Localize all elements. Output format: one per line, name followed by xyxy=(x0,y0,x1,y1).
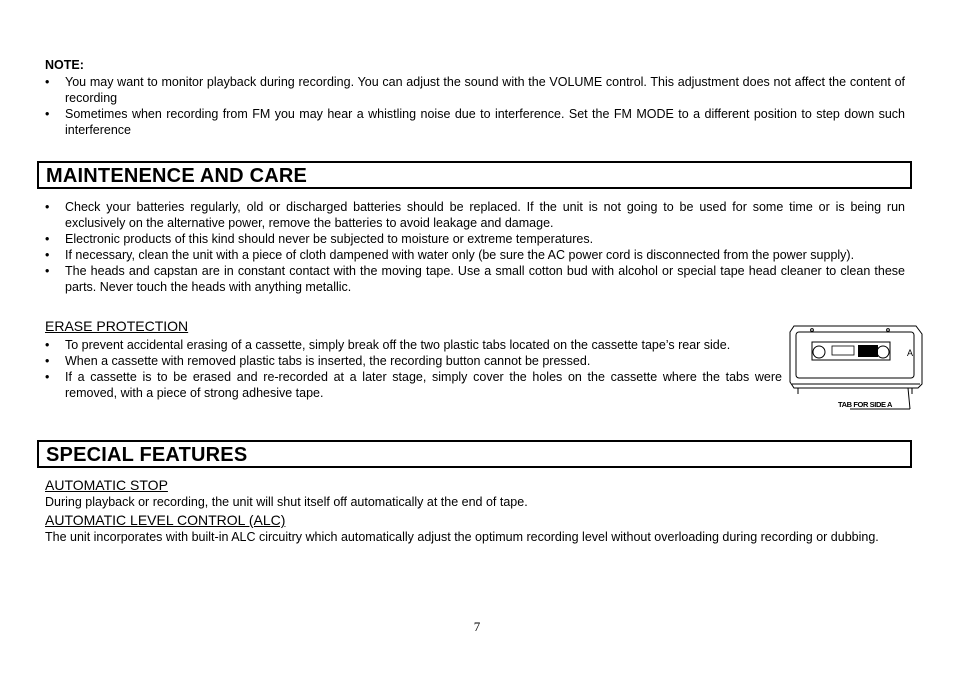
list-item: • You may want to monitor playback during recording. You can adjust the sound with the VOLUME control. This adjustment does not affect the content of recording xyxy=(45,75,905,105)
note-list xyxy=(45,74,905,138)
bullet-icon: • xyxy=(45,264,50,278)
list-item: • If a cassette is to be erased and re-recorded at a later stage, simply cover the holes on the cassette where the tabs were removed, with a piece of strong adhesive tape. xyxy=(45,370,782,400)
bullet-icon: • xyxy=(45,370,50,384)
note-title: NOTE: xyxy=(45,58,84,72)
list-item: • The heads and capstan are in constant contact with the moving tape. Use a small cotton bud with alcohol or special tape head cleaner to clean these parts. Never touch the heads with anything metallic. xyxy=(45,264,905,294)
alc-text: The unit incorporates with built-in ALC circuitry which automatically adjust the optimum recording level without overloading during recording or dubbing. xyxy=(45,530,879,544)
bullet-icon: • xyxy=(45,107,50,121)
section-heading-maintenance xyxy=(37,161,912,189)
section-title: SPECIAL FEATURES xyxy=(46,444,248,466)
side-a-mark: A xyxy=(907,348,914,358)
maintenance-list xyxy=(45,199,905,295)
list-item: • Check your batteries regularly, old or discharged batteries should be replaced. If the unit is not going to be used for some time or is being run exclusively on the alternative power, remove the batteries to avoid leakage and damage. xyxy=(45,200,905,230)
erase-protection-title: ERASE PROTECTION xyxy=(45,318,189,334)
tab-label: TAB FOR SIDE A xyxy=(838,400,892,409)
list-item: • When a cassette with removed plastic tabs is inserted, the recording button cannot be pressed. xyxy=(45,354,591,368)
erase-list xyxy=(45,337,782,401)
bullet-icon: • xyxy=(45,248,50,262)
automatic-stop-text: During playback or recording, the unit will shut itself off automatically at the end of tape. xyxy=(45,495,528,509)
cassette-window xyxy=(858,345,878,357)
page-number: 7 xyxy=(473,619,481,634)
bullet-icon: • xyxy=(45,232,50,246)
bullet-icon: • xyxy=(45,75,50,89)
automatic-stop-title: AUTOMATIC STOP xyxy=(45,477,168,493)
bullet-icon: • xyxy=(45,354,50,368)
section-title: MAINTENENCE AND CARE xyxy=(46,165,308,187)
alc-title: AUTOMATIC LEVEL CONTROL (ALC) xyxy=(45,512,286,528)
list-item: • Electronic products of this kind should never be subjected to moisture or extreme temperatures. xyxy=(45,232,594,246)
list-item: • To prevent accidental erasing of a cassette, simply break off the two plastic tabs located on the cassette tape’s rear side. xyxy=(45,338,731,352)
bullet-icon: • xyxy=(45,200,50,214)
cassette-illustration xyxy=(788,322,928,414)
bullet-icon: • xyxy=(45,338,50,352)
list-item: • If necessary, clean the unit with a piece of cloth dampened with water only (be sure the AC power cord is disconnected from the power supply). xyxy=(45,248,855,262)
section-heading-special xyxy=(37,440,912,468)
list-item: • Sometimes when recording from FM you may hear a whistling noise due to interference. Set the FM MODE to a different position to step down such interference xyxy=(45,107,905,137)
